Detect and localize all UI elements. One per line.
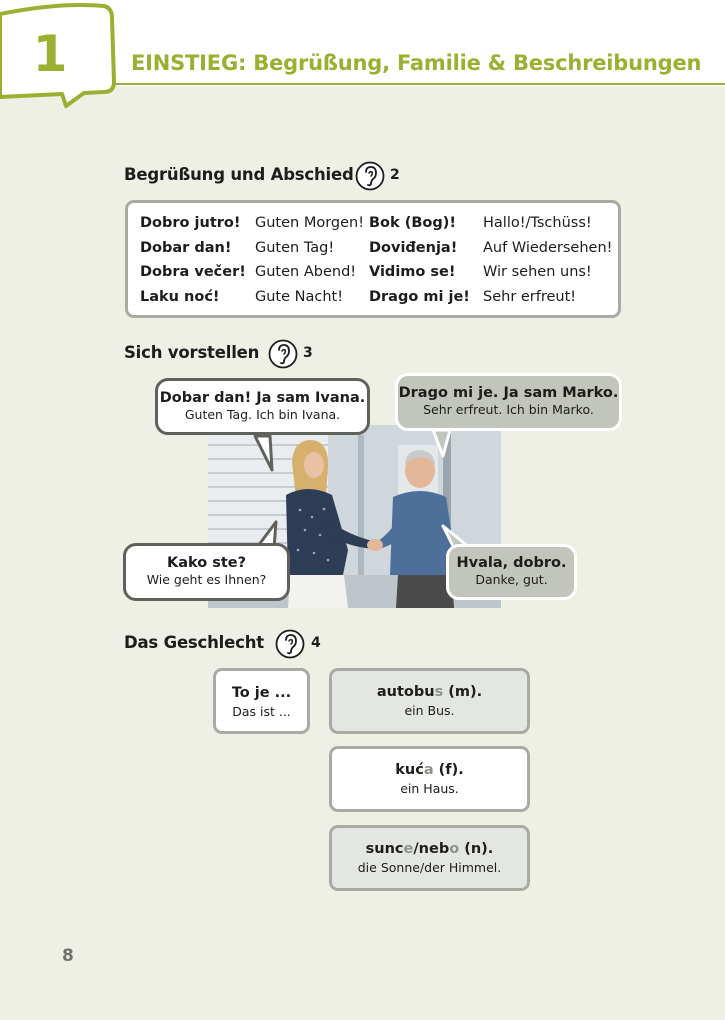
section-title-greetings: Begrüßung und Abschied xyxy=(124,165,354,184)
page-number: 8 xyxy=(62,946,74,966)
audio-track-number: 3 xyxy=(303,345,313,361)
dialogue-croatian: Dobar dan! Ja sam Ivana. xyxy=(159,390,366,406)
audio-track-number: 2 xyxy=(390,167,400,183)
dialogue-german: Sehr erfreut. Ich bin Marko. xyxy=(423,402,594,417)
greeting-german: Hallo!/Tschüss! xyxy=(483,215,592,231)
noun-ending: s xyxy=(434,684,444,700)
header-rule xyxy=(108,83,725,85)
chapter-number: 1 xyxy=(32,25,68,83)
greeting-german: Gute Nacht! xyxy=(255,289,344,305)
noun-stem: /neb xyxy=(413,841,450,857)
dialogue-german: Guten Tag. Ich bin Ivana. xyxy=(184,407,341,422)
greeting-croatian: Dobar dan! xyxy=(140,240,232,256)
ear-icon[interactable] xyxy=(275,629,305,659)
noun-stem: autobu xyxy=(376,684,435,700)
ear-icon[interactable] xyxy=(268,339,298,369)
gender-intro-german: Das ist ... xyxy=(232,704,291,719)
greeting-croatian: Dobro jutro! xyxy=(140,215,241,231)
ear-icon[interactable] xyxy=(355,161,385,191)
greeting-german: Guten Morgen! xyxy=(255,215,365,231)
greeting-german: Guten Abend! xyxy=(255,264,357,280)
dialogue-croatian: Kako ste? xyxy=(166,555,247,571)
noun-ending: a xyxy=(423,762,434,778)
greeting-croatian: Doviđenja! xyxy=(369,240,458,256)
greeting-croatian: Dobra večer! xyxy=(140,264,246,280)
gender-intro-croatian: To je ... xyxy=(231,685,292,701)
gender-intro-box xyxy=(213,668,310,734)
noun-croatian xyxy=(332,841,527,857)
dialogue-croatian: Hvala, dobro. xyxy=(456,555,567,571)
greeting-croatian: Bok (Bog)! xyxy=(369,215,456,231)
noun-stem: sunc xyxy=(365,841,404,857)
greeting-croatian: Drago mi je! xyxy=(369,289,470,305)
speech-bubble-ivana xyxy=(155,378,370,435)
chapter-title: EINSTIEG: Begrüßung, Familie & Beschreibungen xyxy=(131,51,702,75)
dialogue-german: Danke, gut. xyxy=(475,572,548,587)
noun-croatian xyxy=(332,762,527,778)
noun-german: ein Bus. xyxy=(404,703,455,718)
speech-bubble-answer xyxy=(446,544,577,600)
noun-gender: (f). xyxy=(433,762,464,778)
section-title-introduce: Sich vorstellen xyxy=(124,343,260,362)
dialogue-german: Wie geht es Ihnen? xyxy=(146,572,267,587)
noun-stem: kuć xyxy=(395,762,424,778)
noun-german: die Sonne/der Himmel. xyxy=(357,860,502,875)
gender-box-neuter xyxy=(329,825,530,891)
noun-croatian xyxy=(332,684,527,700)
dialogue-croatian: Drago mi je. Ja sam Marko. xyxy=(398,385,619,401)
noun-german: ein Haus. xyxy=(400,781,459,796)
greeting-german: Wir sehen uns! xyxy=(483,264,592,280)
greeting-croatian: Vidimo se! xyxy=(369,264,456,280)
greeting-german: Guten Tag! xyxy=(255,240,335,256)
speech-bubble-marko xyxy=(395,373,622,431)
speech-bubble-question xyxy=(123,543,290,601)
section-title-gender: Das Geschlecht xyxy=(124,633,264,652)
greeting-german: Auf Wiedersehen! xyxy=(483,240,613,256)
noun-gender: (m). xyxy=(443,684,483,700)
audio-track-number: 4 xyxy=(311,635,321,651)
greeting-german: Sehr erfreut! xyxy=(483,289,577,305)
greeting-croatian: Laku noć! xyxy=(140,289,220,305)
noun-gender: (n). xyxy=(459,841,494,857)
noun-ending: e xyxy=(403,841,414,857)
noun-ending: o xyxy=(449,841,460,857)
greetings-table xyxy=(125,200,621,318)
gender-box-feminine xyxy=(329,746,530,812)
gender-box-masculine xyxy=(329,668,530,734)
